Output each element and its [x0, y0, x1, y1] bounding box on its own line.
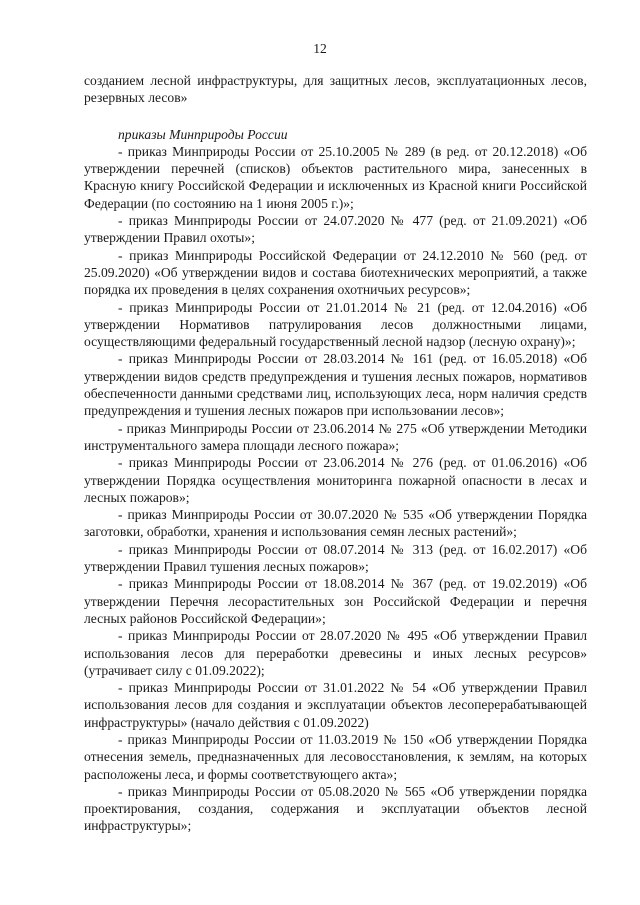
intro-continuation: созданием лесной инфраструктуры, для защитных лесов, эксплуатационных лесов, резервных лесов» — [84, 73, 587, 106]
list-item: - приказ Минприроды России от 23.06.2014 № 276 (ред. от 01.06.2016) «Об утверждении Порядка осуществления мониторинга пожарной опасности в лесах и лесных пожаров»; — [84, 455, 587, 505]
document-body — [84, 72, 587, 835]
list-item: - приказ Минприроды России от 28.07.2020 № 495 «Об утверждении Правил использования лесов для переработки древесины и иных лесных ресурсов» (утрачивает силу с 01.09.2022); — [84, 628, 587, 678]
page-number: 12 — [313, 41, 327, 56]
list-item: - приказ Минприроды России от 24.07.2020 № 477 (ред. от 21.09.2021) «Об утверждении Правил охоты»; — [84, 213, 587, 246]
list-item: - приказ Минприроды России от 18.08.2014 № 367 (ред. от 19.02.2019) «Об утверждении Перечня лесорастительных зон Российской Федерации и перечня лесных районов Российской Федерации»; — [84, 576, 587, 626]
section-heading: приказы Минприроды России — [118, 126, 288, 142]
list-item: - приказ Минприроды России от 05.08.2020 № 565 «Об утверждении порядка проектирования, создания, содержания и эксплуатации объектов лесной инфраструктуры»; — [84, 783, 587, 834]
list-item: - приказ Минприроды России от 23.06.2014 № 275 «Об утверждении Методики инструментального замера площади лесного пожара»; — [84, 420, 587, 453]
list-item: - приказ Минприроды России от 11.03.2019 № 150 «Об утверждении Порядка отнесения земель, предназначенных для лесовосстановления, к землям, на которых расположены леса, и формы соответствующего акта»; — [84, 731, 587, 782]
list-item: - приказ Минприроды России от 28.03.2014 № 161 (ред. от 16.05.2018) «Об утверждении видов средств предупреждения и тушения лесных пожаров, нормативов обеспеченности данными средствами лиц, использующих леса, норм наличия средств предупреждения и тушения лесных пожаров при использовании лесов»; — [84, 351, 587, 419]
list-item: - приказ Минприроды России от 21.01.2014 № 21 (ред. от 12.04.2016) «Об утверждении Нормативов патрулирования лесов должностными лицами, осуществляющими федеральный государственный лесной надзор (лесную охрану)»; — [84, 299, 587, 350]
list-item: - приказ Минприроды России от 30.07.2020 № 535 «Об утверждении Порядка заготовки, обработки, хранения и использования семян лесных растений»; — [84, 507, 587, 540]
list-item: - приказ Минприроды России от 25.10.2005 № 289 (в ред. от 20.12.2018) «Об утверждении перечней (списков) объектов растительного мира, занесенных в Красную книгу Российской Федерации и исключенных из Красной книги Российской Федерации (по состоянию на 1 июня 2005 г.)»; — [84, 143, 587, 211]
list-item: - приказ Минприроды Российской Федерации от 24.12.2010 № 560 (ред. от 25.09.2020) «Об утверждении видов и состава биотехнических мероприятий, а также порядка их проведения в целях сохранения охотничьих ресурсов»; — [84, 247, 587, 298]
list-item: - приказ Минприроды России от 31.01.2022 № 54 «Об утверждении Правил использования лесов для создания и эксплуатации объектов лесоперерабатывающей инфраструктуры» (начало действия с 01.09.2022) — [84, 680, 587, 730]
list-item: - приказ Минприроды России от 08.07.2014 № 313 (ред. от 16.02.2017) «Об утверждении Правил тушения лесных пожаров»; — [84, 541, 587, 575]
